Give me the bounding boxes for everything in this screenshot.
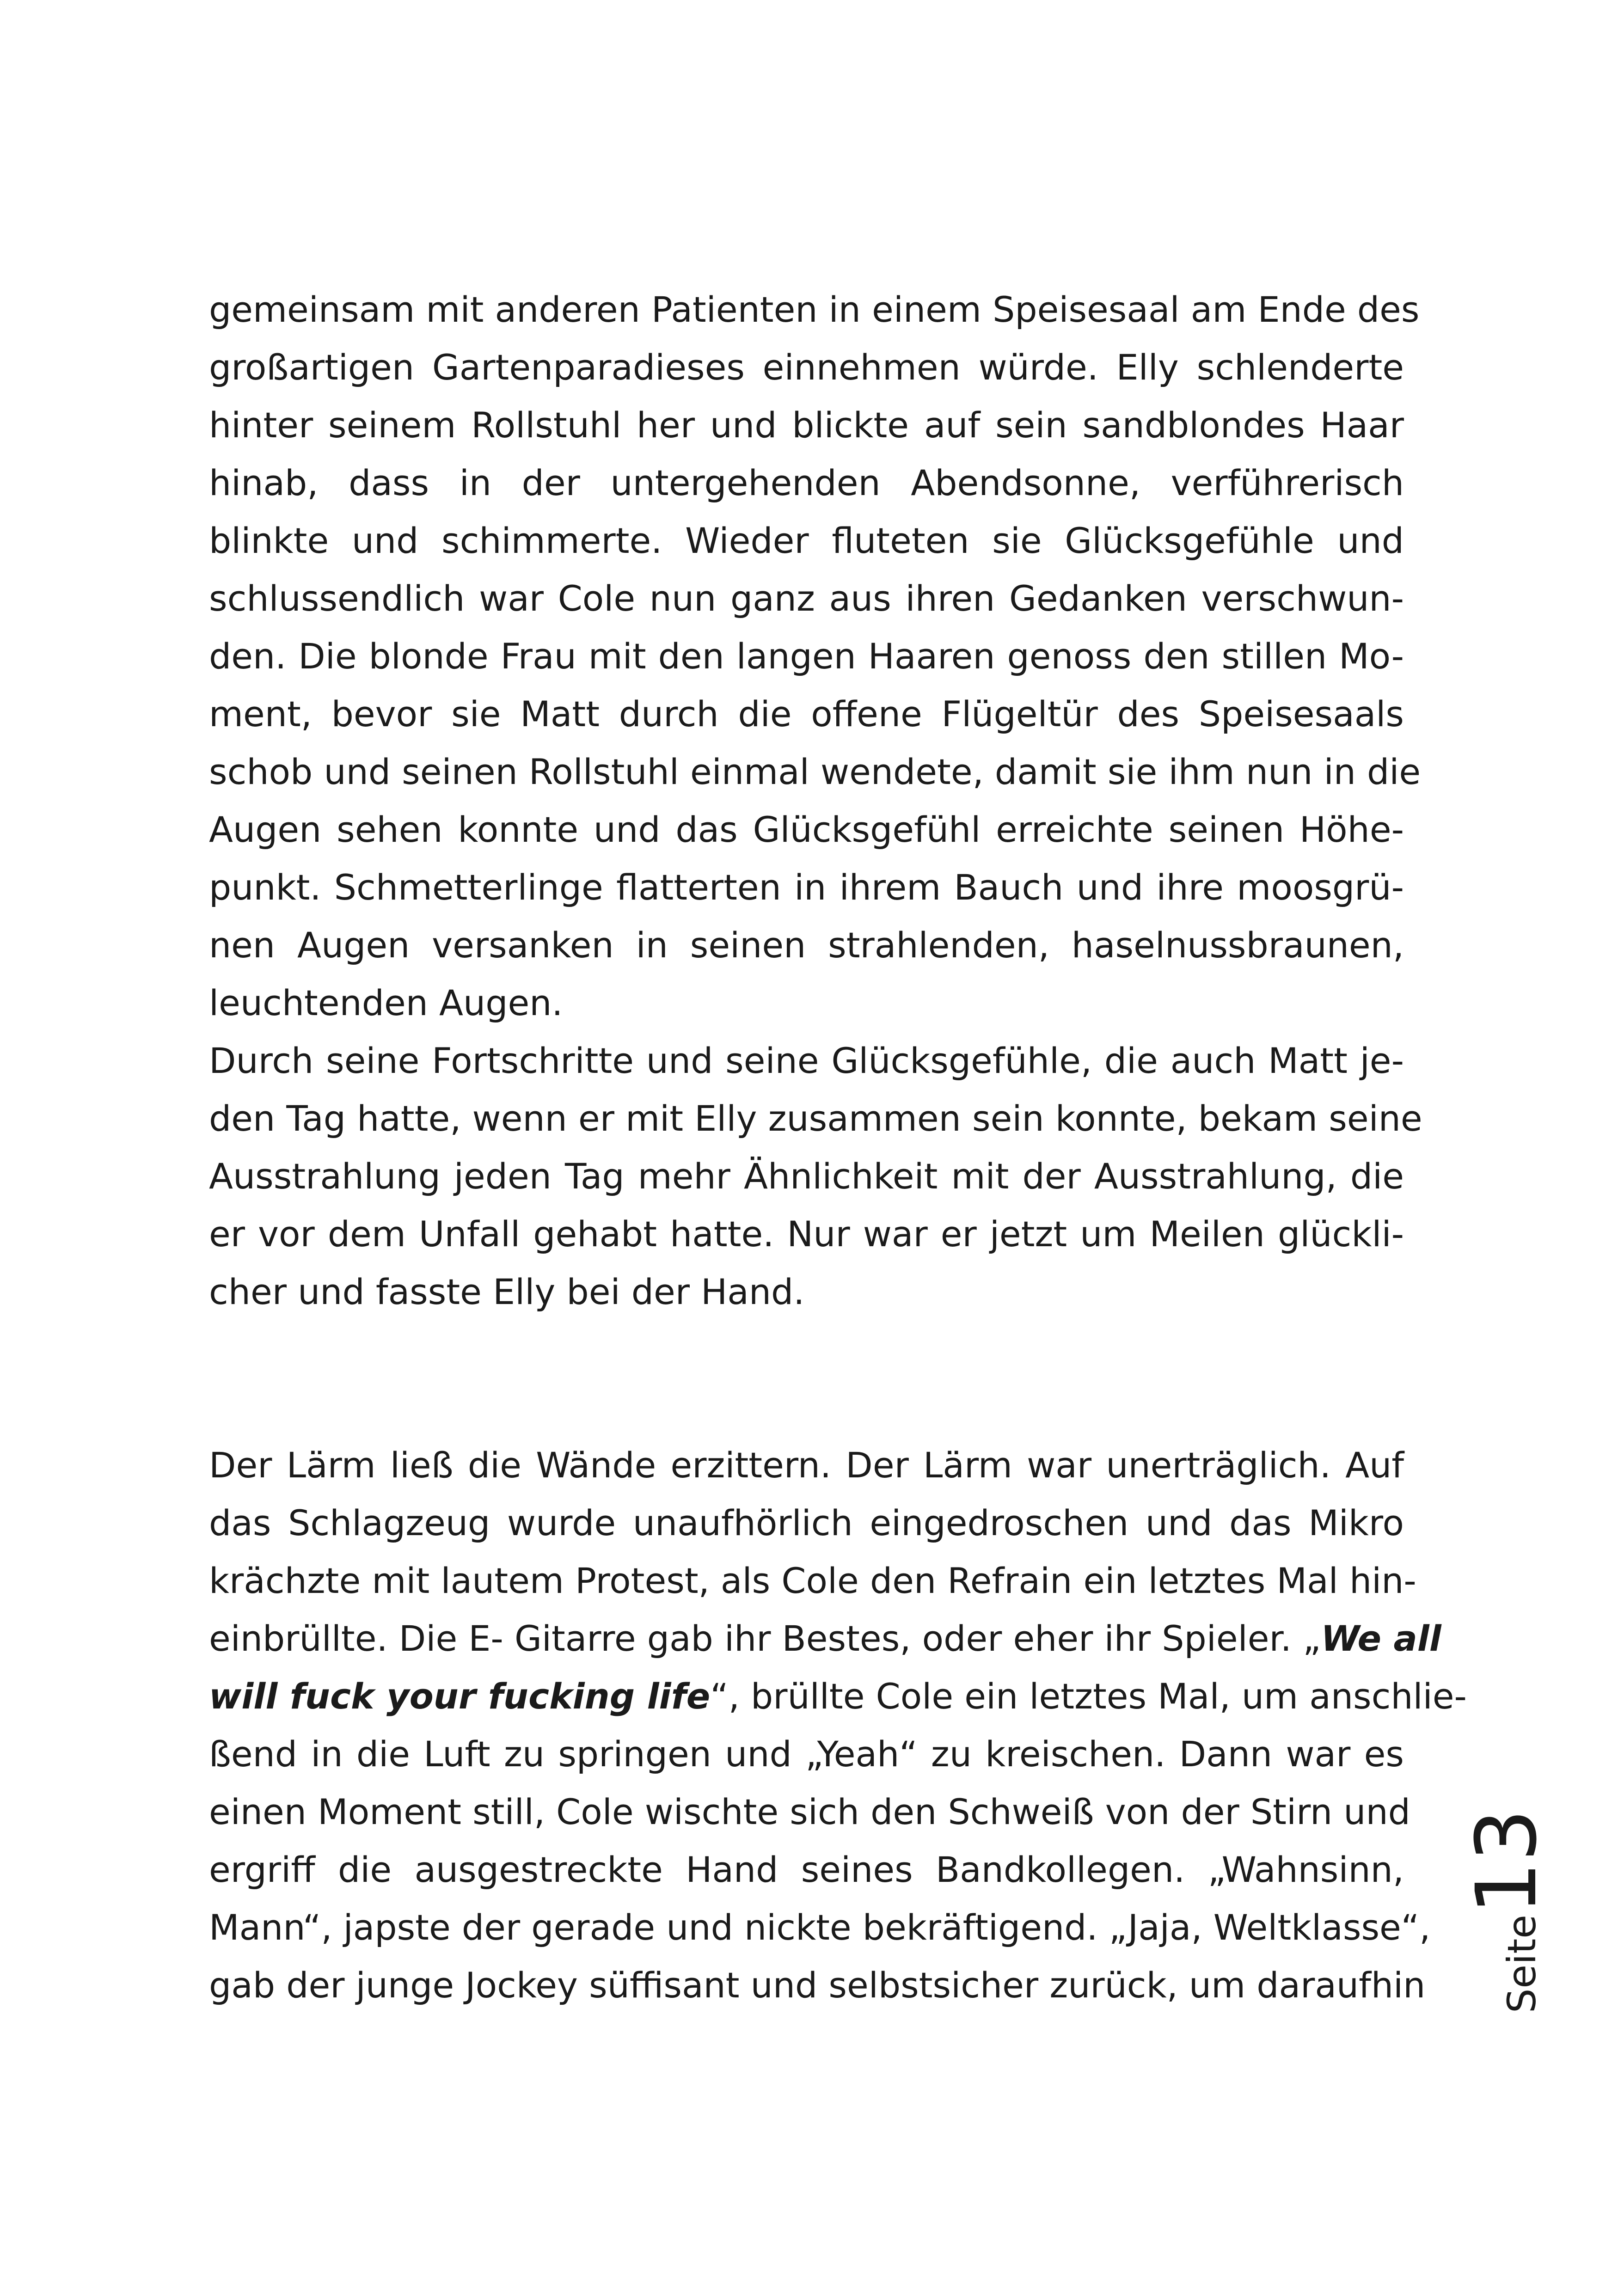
text-line: gab der junge Jockey süffisant und selbstsicher zurück, um daraufhin <box>209 1965 1426 2006</box>
text-line: einen Moment still, Cole wischte sich den Schweiß von der Stirn und <box>209 1791 1410 1832</box>
text-segment: “, brüllte Cole ein letztes Mal, um anschlie- <box>710 1676 1467 1717</box>
text-line: hinter seinem Rollstuhl her und blickte auf sein sandblondes Haar <box>209 404 1404 446</box>
text-line: cher und fasste Elly bei der Hand. <box>209 1271 805 1312</box>
text-line: ergriff die ausgestreckte Hand seines Bandkollegen. „Wahnsinn, <box>209 1849 1404 1890</box>
text-line: schlussendlich war Cole nun ganz aus ihren Gedanken verschwun- <box>209 578 1404 619</box>
text-line: Durch seine Fortschritte und seine Glücksgefühle, die auch Matt je- <box>209 1040 1404 1081</box>
text-line: er vor dem Unfall gehabt hatte. Nur war er jetzt um Meilen glückli- <box>209 1213 1404 1255</box>
text-line: leuchtenden Augen. <box>209 982 563 1023</box>
text-line: hinab, dass in der untergehenden Abendsonne, verführerisch <box>209 462 1404 503</box>
text-line: Augen sehen konnte und das Glücksgefühl erreichte seinen Höhe- <box>209 809 1404 850</box>
text-line: krächzte mit lautem Protest, als Cole den Refrain ein letztes Mal hin- <box>209 1560 1416 1601</box>
text-line: den Tag hatte, wenn er mit Elly zusammen sein konnte, bekam seine <box>209 1098 1422 1139</box>
text-line: schob und seinen Rollstuhl einmal wendete, damit sie ihm nun in die <box>209 751 1421 792</box>
text-line: punkt. Schmetterlinge flatterten in ihrem Bauch und ihre moosgrü- <box>209 867 1404 908</box>
emphasized-quote: will fuck your fucking life <box>209 1676 711 1717</box>
text-line <box>209 1616 1441 1662</box>
page-number <box>1459 1809 1555 2013</box>
text-line: das Schlagzeug wurde unaufhörlich eingedroschen und das Mikro <box>209 1502 1404 1543</box>
text-line: Mann“, japste der gerade und nickte bekräftigend. „Jaja, Weltklasse“, <box>209 1907 1431 1948</box>
text-line: Der Lärm ließ die Wände erzittern. Der Lärm war unerträglich. Auf <box>209 1445 1404 1486</box>
text-line: den. Die blonde Frau mit den langen Haaren genoss den stillen Mo- <box>209 636 1404 677</box>
text-line: ßend in die Luft zu springen und „Yeah“ zu kreischen. Dann war es <box>209 1733 1404 1775</box>
emphasized-quote: We all <box>1321 1618 1441 1659</box>
text-line: blinkte und schimmerte. Wieder fluteten sie Glücksgefühle und <box>209 520 1404 561</box>
text-line: großartigen Gartenparadieses einnehmen würde. Elly schlenderte <box>209 347 1404 388</box>
text-line: nen Augen versanken in seinen strahlenden, haselnussbraunen, <box>209 925 1404 966</box>
text-line <box>209 1673 1467 1720</box>
text-segment: einbrüllte. Die E- Gitarre gab ihr Bestes, oder eher ihr Spieler. „ <box>209 1618 1321 1659</box>
text-line: gemeinsam mit anderen Patienten in einem Speisesaal am Ende des <box>209 289 1420 330</box>
page-label: Seite <box>1499 1915 1544 2013</box>
page-number-value: 13 <box>1459 1809 1555 1915</box>
text-line: Ausstrahlung jeden Tag mehr Ähnlichkeit mit der Ausstrahlung, die <box>209 1156 1404 1197</box>
page-number-rotated <box>1459 1809 1555 2013</box>
text-line: ment, bevor sie Matt durch die offene Flügeltür des Speisesaals <box>209 693 1404 735</box>
